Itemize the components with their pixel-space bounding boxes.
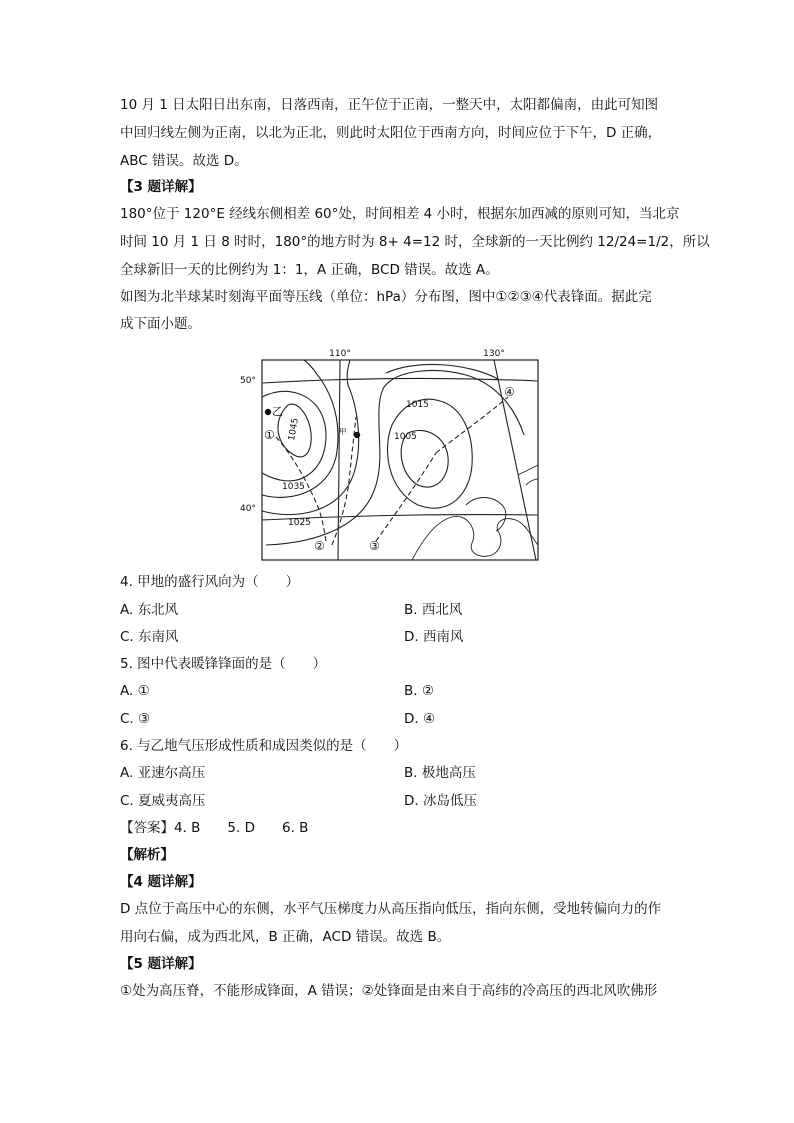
q5-stem: 5. 图中代表暖锋锋面的是（ ） xyxy=(120,656,327,672)
meridian-110 xyxy=(338,360,340,560)
q6-stem: 6. 与乙地气压形成性质和成因类似的是（ ） xyxy=(120,738,408,754)
isobar-top xyxy=(386,364,498,379)
coastline-1 xyxy=(412,516,538,560)
q4-header: 【4 题详解】 xyxy=(120,874,202,890)
coastline-3 xyxy=(518,465,538,485)
q4-option-c: C. 东南风 xyxy=(120,629,179,645)
intro-line2: 成下面小题。 xyxy=(120,316,201,332)
front-label-1: ① xyxy=(264,428,275,442)
paragraph1-line1: 10 月 1 日太阳日出东南，日落西南，正午位于正南，一整天中，太阳都偏南，由此可知图 xyxy=(120,97,659,113)
map-frame xyxy=(262,360,538,560)
q6-option-c: C. 夏威夷高压 xyxy=(120,793,206,809)
q5-option-c: C. ③ xyxy=(120,711,151,727)
meridian-130 xyxy=(494,360,536,560)
front-label-4: ④ xyxy=(504,385,515,399)
isobar-map xyxy=(236,345,556,565)
q4-stem: 4. 甲地的盛行风向为（ ） xyxy=(120,574,300,590)
q3-header: 【3 题详解】 xyxy=(120,179,202,195)
label-lon-130: 130° xyxy=(483,349,505,359)
q4-option-a: A. 东北风 xyxy=(120,602,179,618)
answer-line: 【答案】4. B 5. D 6. B xyxy=(120,820,309,836)
label-lat-50: 50° xyxy=(240,376,256,386)
isobar-1005 xyxy=(388,399,473,508)
isobar-label-1025: 1025 xyxy=(288,518,311,528)
q4-option-b: B. 西北风 xyxy=(404,602,463,618)
isobar-label-1015: 1015 xyxy=(406,400,429,410)
paragraph2-line2: 时间 10 月 1 日 8 时时，180°的地方时为 8+ 4=12 时，全球新的一天比例约 12/24=1/2，所以 xyxy=(120,234,710,250)
paragraph1-line2: 中回归线左侧为正南，以北为正北，则此时太阳位于西南方向，时间应位于下午，D 正确， xyxy=(120,125,662,141)
intro-line1: 如图为北半球某时刻海平面等压线（单位：hPa）分布图，图中①②③④代表锋面。据此完 xyxy=(120,289,652,305)
q4-option-d: D. 西南风 xyxy=(404,629,464,645)
q5-option-b: B. ② xyxy=(404,683,434,699)
paragraph1-line3: ABC 错误。故选 D。 xyxy=(120,153,248,169)
point-yi xyxy=(265,409,271,415)
parallel-50 xyxy=(262,378,538,383)
point-jia xyxy=(354,432,360,438)
paragraph3-line2: 用向右偏，成为西北风，B 正确，ACD 错误。故选 B。 xyxy=(120,929,451,945)
isobar-label-1035: 1035 xyxy=(282,482,305,492)
analysis-header: 【解析】 xyxy=(120,847,174,863)
q5-option-d: D. ④ xyxy=(404,711,436,727)
q6-option-b: B. 极地高压 xyxy=(404,765,476,781)
isobar-label-1045: 1045 xyxy=(287,417,301,442)
paragraph3-line1: D 点位于高压中心的东侧，水平气压梯度力从高压指向低压，指向东侧，受地转偏向力的作 xyxy=(120,901,662,917)
q6-option-d: D. 冰岛低压 xyxy=(404,793,477,809)
q5-header: 【5 题详解】 xyxy=(120,956,202,972)
front-label-2: ② xyxy=(314,539,325,553)
q5-option-a: A. ① xyxy=(120,683,150,699)
paragraph4-line1: ①处为高压脊，不能形成锋面，A 错误；②处锋面是由来自于高纬的冷高压的西北风吹佛形 xyxy=(120,983,658,999)
q6-option-a: A. 亚速尔高压 xyxy=(120,765,206,781)
label-lon-110: 110° xyxy=(329,349,351,359)
isobar-label-1005: 1005 xyxy=(394,432,417,442)
paragraph2-line1: 180°位于 120°E 经线东侧相差 60°处，时间相差 4 小时，根据东加西减的原则可知，当北京 xyxy=(120,206,680,222)
label-yi: 乙 xyxy=(272,405,283,418)
paragraph2-line3: 全球新旧一天的比例约为 1：1，A 正确，BCD 错误。故选 A。 xyxy=(120,262,499,278)
label-jia: 甲 xyxy=(339,427,347,436)
front-label-3: ③ xyxy=(369,539,380,553)
label-lat-40: 40° xyxy=(240,504,256,514)
front-4-line xyxy=(436,397,508,453)
